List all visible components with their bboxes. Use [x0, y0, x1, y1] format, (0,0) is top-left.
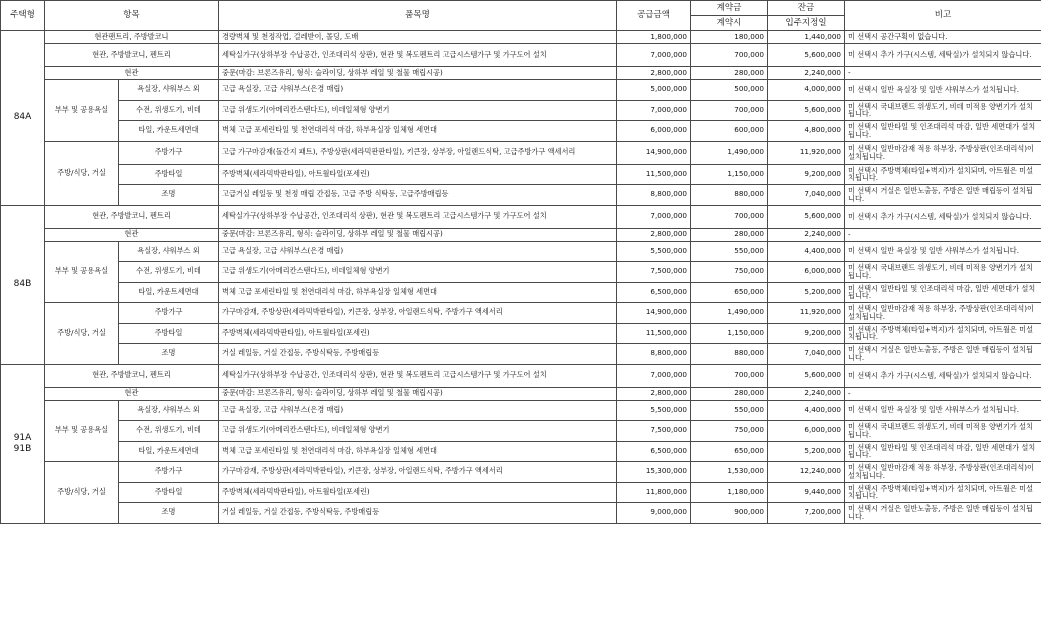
deposit-cell: 650,000 — [691, 282, 768, 303]
remark-cell: - — [845, 387, 1041, 400]
table-row — [1, 228, 1041, 241]
header-item: 항목 — [45, 1, 219, 31]
deposit-cell: 880,000 — [691, 344, 768, 365]
header-product: 품목명 — [219, 1, 617, 31]
item-cell: 욕실장, 샤워부스 외 — [119, 400, 219, 421]
deposit-cell: 1,490,000 — [691, 303, 768, 324]
supply-amount-cell: 7,000,000 — [617, 205, 691, 228]
item-cell: 현관, 주방발코니, 펜트리 — [45, 44, 219, 67]
supply-amount-cell: 7,500,000 — [617, 421, 691, 442]
house-type-cell: 84A — [1, 31, 45, 206]
product-cell: 고급 위생도기(아메리칸스탠다드), 비데일체형 양변기 — [219, 421, 617, 442]
deposit-cell: 500,000 — [691, 80, 768, 101]
header-balance: 잔금 — [768, 1, 845, 16]
remark-cell: 미 선택시 일반타일 및 인조대리석 마감, 일반 세면대가 설치됩니다. — [845, 121, 1041, 142]
product-cell: 거실 레일등, 거실 간접등, 주방식탁등, 주방매립등 — [219, 503, 617, 524]
remark-cell: 미 선택시 일반타일 및 인조대리석 마감, 일반 세면대가 설치됩니다. — [845, 282, 1041, 303]
balance-cell: 1,440,000 — [768, 31, 845, 44]
remark-cell: 미 선택시 추가 가구(시스템, 세탁실)가 설치되지 않습니다. — [845, 44, 1041, 67]
group-cell: 주방/식당, 거실 — [45, 303, 119, 365]
product-cell: 가구마감재, 주방상판(세라믹박판타일), 키큰장, 상부장, 아일랜드식탁, 주방가구 액세서리 — [219, 462, 617, 483]
balance-cell: 5,600,000 — [768, 100, 845, 121]
product-cell: 중문(마감: 브론즈유리, 형식: 슬라이딩, 상하부 레일 및 철물 매립시공) — [219, 387, 617, 400]
table-row — [1, 282, 1041, 303]
supply-amount-cell: 6,500,000 — [617, 441, 691, 462]
balance-cell: 9,440,000 — [768, 482, 845, 503]
deposit-cell: 1,530,000 — [691, 462, 768, 483]
item-cell: 현관, 주방발코니, 펜트리 — [45, 205, 219, 228]
deposit-cell: 700,000 — [691, 364, 768, 387]
header-deposit-sub: 계약시 — [691, 16, 768, 31]
group-cell: 부부 및 공용욕실 — [45, 241, 119, 303]
product-cell: 세탁실가구(상하부장 수납공간, 인조대리석 상판), 현관 및 복도펜트리 고급시스템가구 및 가구도어 설치 — [219, 364, 617, 387]
remark-cell: 미 선택시 주방벽체(타일+벽지)가 설치되며, 아트월은 미설치됩니다. — [845, 164, 1041, 185]
supply-amount-cell: 5,500,000 — [617, 241, 691, 262]
item-cell: 욕실장, 샤워부스 외 — [119, 241, 219, 262]
supply-amount-cell: 2,800,000 — [617, 228, 691, 241]
supply-amount-cell: 6,500,000 — [617, 282, 691, 303]
supply-amount-cell: 9,000,000 — [617, 503, 691, 524]
product-cell: 주방벽체(세라믹박판타일), 아트월타일(포세린) — [219, 323, 617, 344]
table-row — [1, 323, 1041, 344]
table-row — [1, 67, 1041, 80]
balance-cell: 6,000,000 — [768, 262, 845, 283]
table-row — [1, 164, 1041, 185]
product-cell: 중문(마감: 브론즈유리, 형식: 슬라이딩, 상하부 레일 및 철물 매립시공) — [219, 228, 617, 241]
table-row — [1, 303, 1041, 324]
balance-cell: 5,200,000 — [768, 441, 845, 462]
balance-cell: 9,200,000 — [768, 323, 845, 344]
deposit-cell: 280,000 — [691, 67, 768, 80]
product-cell: 고급 욕실장, 고급 샤워부스(은경 매립) — [219, 241, 617, 262]
deposit-cell: 900,000 — [691, 503, 768, 524]
balance-cell: 4,400,000 — [768, 241, 845, 262]
remark-cell: 미 선택시 일반마감재 적용 하부장, 주방상판(인조대리석)이 설치됩니다. — [845, 141, 1041, 164]
remark-cell: - — [845, 228, 1041, 241]
deposit-cell: 880,000 — [691, 185, 768, 206]
product-cell: 주방벽체(세라믹박판타일), 아트월타일(포세린) — [219, 482, 617, 503]
supply-amount-cell: 7,500,000 — [617, 262, 691, 283]
deposit-cell: 550,000 — [691, 241, 768, 262]
table-row — [1, 241, 1041, 262]
item-cell: 수전, 위생도기, 비데 — [119, 262, 219, 283]
product-cell: 세탁실가구(상하부장 수납공간, 인조대리석 상판), 현관 및 복도펜트리 고급시스템가구 및 가구도어 설치 — [219, 205, 617, 228]
table-row — [1, 482, 1041, 503]
remark-cell: 미 선택시 추가 가구(시스템, 세탁실)가 설치되지 않습니다. — [845, 364, 1041, 387]
table-row — [1, 364, 1041, 387]
deposit-cell: 1,150,000 — [691, 164, 768, 185]
item-cell: 주방가구 — [119, 141, 219, 164]
item-cell: 현관팬트리, 주방발코니 — [45, 31, 219, 44]
product-cell: 고급 가구마감재(돌간지 패트), 주방상판(세라믹판판타일), 키큰장, 상부장, 아일랜드식탁, 고급주방가구 액세서리 — [219, 141, 617, 164]
supply-amount-cell: 14,900,000 — [617, 141, 691, 164]
header-remark: 비고 — [845, 1, 1041, 31]
table-row — [1, 400, 1041, 421]
supply-amount-cell: 6,000,000 — [617, 121, 691, 142]
remark-cell: 미 선택시 일반마감재 적용 하부장, 주방상판(인조대리석)이 설치됩니다. — [845, 303, 1041, 324]
item-cell: 타일, 카운트세면대 — [119, 441, 219, 462]
item-cell: 타일, 카운트세면대 — [119, 121, 219, 142]
balance-cell: 7,040,000 — [768, 344, 845, 365]
supply-amount-cell: 7,000,000 — [617, 364, 691, 387]
remark-cell: 미 선택시 주방벽체(타일+벽지)가 설치되며, 아트월은 미설치됩니다. — [845, 323, 1041, 344]
table-body — [1, 31, 1041, 524]
remark-cell: 미 선택시 일반 욕실장 및 일반 샤워부스가 설치됩니다. — [845, 400, 1041, 421]
balance-cell: 6,000,000 — [768, 421, 845, 442]
item-cell: 수전, 위생도기, 비데 — [119, 100, 219, 121]
table-row — [1, 185, 1041, 206]
product-cell: 경량벽체 및 천정작업, 걸레받이, 몰딩, 도배 — [219, 31, 617, 44]
table-row — [1, 121, 1041, 142]
balance-cell: 9,200,000 — [768, 164, 845, 185]
balance-cell: 2,240,000 — [768, 67, 845, 80]
balance-cell: 5,600,000 — [768, 44, 845, 67]
balance-cell: 4,400,000 — [768, 400, 845, 421]
product-cell: 고급 욕실장, 고급 샤워부스(은경 매립) — [219, 400, 617, 421]
house-type-cell: 84B — [1, 205, 45, 364]
header-house-type: 주택형 — [1, 1, 45, 31]
item-cell: 주방가구 — [119, 462, 219, 483]
supply-amount-cell: 1,800,000 — [617, 31, 691, 44]
remark-cell: 미 선택시 일반 욕실장 및 일반 샤워부스가 설치됩니다. — [845, 80, 1041, 101]
table-row — [1, 387, 1041, 400]
product-cell: 고급 위생도기(아메리칸스탠다드), 비데일체형 양변기 — [219, 100, 617, 121]
item-cell: 현관 — [45, 228, 219, 241]
item-cell: 조명 — [119, 185, 219, 206]
balance-cell: 11,920,000 — [768, 303, 845, 324]
balance-cell: 7,200,000 — [768, 503, 845, 524]
supply-amount-cell: 11,500,000 — [617, 323, 691, 344]
balance-cell: 7,040,000 — [768, 185, 845, 206]
supply-amount-cell: 5,000,000 — [617, 80, 691, 101]
balance-cell: 4,800,000 — [768, 121, 845, 142]
product-cell: 벽체 고급 포세린타일 및 천연대리석 마감, 하부욕실장 일체형 세면대 — [219, 121, 617, 142]
item-cell: 현관 — [45, 67, 219, 80]
header-deposit: 계약금 — [691, 1, 768, 16]
deposit-cell: 750,000 — [691, 262, 768, 283]
group-cell: 주방/식당, 거실 — [45, 141, 119, 205]
table-header — [1, 1, 1041, 31]
balance-cell: 12,240,000 — [768, 462, 845, 483]
deposit-cell: 650,000 — [691, 441, 768, 462]
deposit-cell: 1,180,000 — [691, 482, 768, 503]
remark-cell: 미 선택시 거실은 일반노출등, 주방은 일반 매립등이 설치됩니다. — [845, 503, 1041, 524]
supply-amount-cell: 15,300,000 — [617, 462, 691, 483]
table-row — [1, 141, 1041, 164]
item-cell: 조명 — [119, 503, 219, 524]
product-cell: 고급 욕실장, 고급 샤워부스(은경 매립) — [219, 80, 617, 101]
table-row — [1, 462, 1041, 483]
product-cell: 벽체 고급 포세린타일 및 천연대리석 마감, 하부욕실장 일체형 세면대 — [219, 441, 617, 462]
table-row — [1, 262, 1041, 283]
deposit-cell: 600,000 — [691, 121, 768, 142]
balance-cell: 5,600,000 — [768, 364, 845, 387]
item-cell: 주방가구 — [119, 303, 219, 324]
group-cell: 부부 및 공용욕실 — [45, 400, 119, 462]
deposit-cell: 1,150,000 — [691, 323, 768, 344]
table-row — [1, 441, 1041, 462]
table-row — [1, 100, 1041, 121]
remark-cell: 미 선택시 일반타일 및 인조대리석 마감, 일반 세면대가 설치됩니다. — [845, 441, 1041, 462]
supply-amount-cell: 14,900,000 — [617, 303, 691, 324]
remark-cell: 미 선택시 국내브랜드 위생도기, 비데 미적용 양변기가 설치됩니다. — [845, 421, 1041, 442]
item-cell: 주방타일 — [119, 323, 219, 344]
supply-amount-cell: 8,800,000 — [617, 344, 691, 365]
remark-cell: - — [845, 67, 1041, 80]
item-cell: 욕실장, 샤워부스 외 — [119, 80, 219, 101]
header-balance-sub: 입주지정일 — [768, 16, 845, 31]
table-row — [1, 31, 1041, 44]
balance-cell: 11,920,000 — [768, 141, 845, 164]
deposit-cell: 750,000 — [691, 421, 768, 442]
remark-cell: 미 선택시 공간구획이 없습니다. — [845, 31, 1041, 44]
deposit-cell: 180,000 — [691, 31, 768, 44]
supply-amount-cell: 8,800,000 — [617, 185, 691, 206]
remark-cell: 미 선택시 일반마감재 적용 하부장, 주방상판(인조대리석)이 설치됩니다. — [845, 462, 1041, 483]
supply-amount-cell: 5,500,000 — [617, 400, 691, 421]
remark-cell: 미 선택시 국내브랜드 위생도기, 비데 미적용 양변기가 설치됩니다. — [845, 262, 1041, 283]
deposit-cell: 280,000 — [691, 387, 768, 400]
supply-amount-cell: 11,500,000 — [617, 164, 691, 185]
balance-cell: 2,240,000 — [768, 228, 845, 241]
table-row — [1, 44, 1041, 67]
remark-cell: 미 선택시 일반 욕실장 및 일반 샤워부스가 설치됩니다. — [845, 241, 1041, 262]
product-cell: 벽체 고급 포세린타일 및 천연대리석 마감, 하부욕실장 일체형 세면대 — [219, 282, 617, 303]
deposit-cell: 280,000 — [691, 228, 768, 241]
item-cell: 타일, 카운트세면대 — [119, 282, 219, 303]
product-cell: 고급거실 레일등 및 천정 매립 간접등, 고급 주방 식탁등, 고급주방매립등 — [219, 185, 617, 206]
deposit-cell: 700,000 — [691, 44, 768, 67]
item-cell: 조명 — [119, 344, 219, 365]
balance-cell: 5,600,000 — [768, 205, 845, 228]
supply-amount-cell: 7,000,000 — [617, 100, 691, 121]
remark-cell: 미 선택시 추가 가구(시스템, 세탁실)가 설치되지 않습니다. — [845, 205, 1041, 228]
table-row — [1, 421, 1041, 442]
product-cell: 주방벽체(세라믹박판타일), 아트월타일(포세린) — [219, 164, 617, 185]
product-cell: 세탁실가구(상하부장 수납공간, 인조대리석 상판), 현관 및 복도펜트리 고급시스템가구 및 가구도어 설치 — [219, 44, 617, 67]
supply-amount-cell: 2,800,000 — [617, 387, 691, 400]
product-cell: 고급 위생도기(아메리칸스탠다드), 비데일체형 양변기 — [219, 262, 617, 283]
table-row — [1, 503, 1041, 524]
item-cell: 현관 — [45, 387, 219, 400]
table-row — [1, 80, 1041, 101]
table-row — [1, 344, 1041, 365]
item-cell: 주방타일 — [119, 164, 219, 185]
remark-cell: 미 선택시 국내브랜드 위생도기, 비데 미적용 양변기가 설치됩니다. — [845, 100, 1041, 121]
remark-cell: 미 선택시 거실은 일반노출등, 주방은 일반 매립등이 설치됩니다. — [845, 344, 1041, 365]
item-cell: 수전, 위생도기, 비데 — [119, 421, 219, 442]
group-cell: 부부 및 공용욕실 — [45, 80, 119, 142]
supply-amount-cell: 11,800,000 — [617, 482, 691, 503]
house-type-cell: 91A 91B — [1, 364, 45, 523]
supply-amount-cell: 7,000,000 — [617, 44, 691, 67]
deposit-cell: 700,000 — [691, 100, 768, 121]
product-cell: 거실 레일등, 거실 간접등, 주방식탁등, 주방매립등 — [219, 344, 617, 365]
balance-cell: 2,240,000 — [768, 387, 845, 400]
item-cell: 현관, 주방발코니, 펜트리 — [45, 364, 219, 387]
product-cell: 중문(마감: 브론즈유리, 형식: 슬라이딩, 상하부 레일 및 철물 매립시공) — [219, 67, 617, 80]
product-cell: 가구마감재, 주방상판(세라믹박판타일), 키큰장, 상부장, 아일랜드식탁, 주방가구 액세서리 — [219, 303, 617, 324]
remark-cell: 미 선택시 거실은 일반노출등, 주방은 일반 매립등이 설치됩니다. — [845, 185, 1041, 206]
deposit-cell: 1,490,000 — [691, 141, 768, 164]
deposit-cell: 700,000 — [691, 205, 768, 228]
table-row — [1, 205, 1041, 228]
balance-cell: 5,200,000 — [768, 282, 845, 303]
deposit-cell: 550,000 — [691, 400, 768, 421]
header-supply-amount: 공급금액 — [617, 1, 691, 31]
supply-amount-cell: 2,800,000 — [617, 67, 691, 80]
item-cell: 주방타일 — [119, 482, 219, 503]
group-cell: 주방/식당, 거실 — [45, 462, 119, 524]
balance-cell: 4,000,000 — [768, 80, 845, 101]
remark-cell: 미 선택시 주방벽체(타일+벽지)가 설치되며, 아트월은 미설치됩니다. — [845, 482, 1041, 503]
